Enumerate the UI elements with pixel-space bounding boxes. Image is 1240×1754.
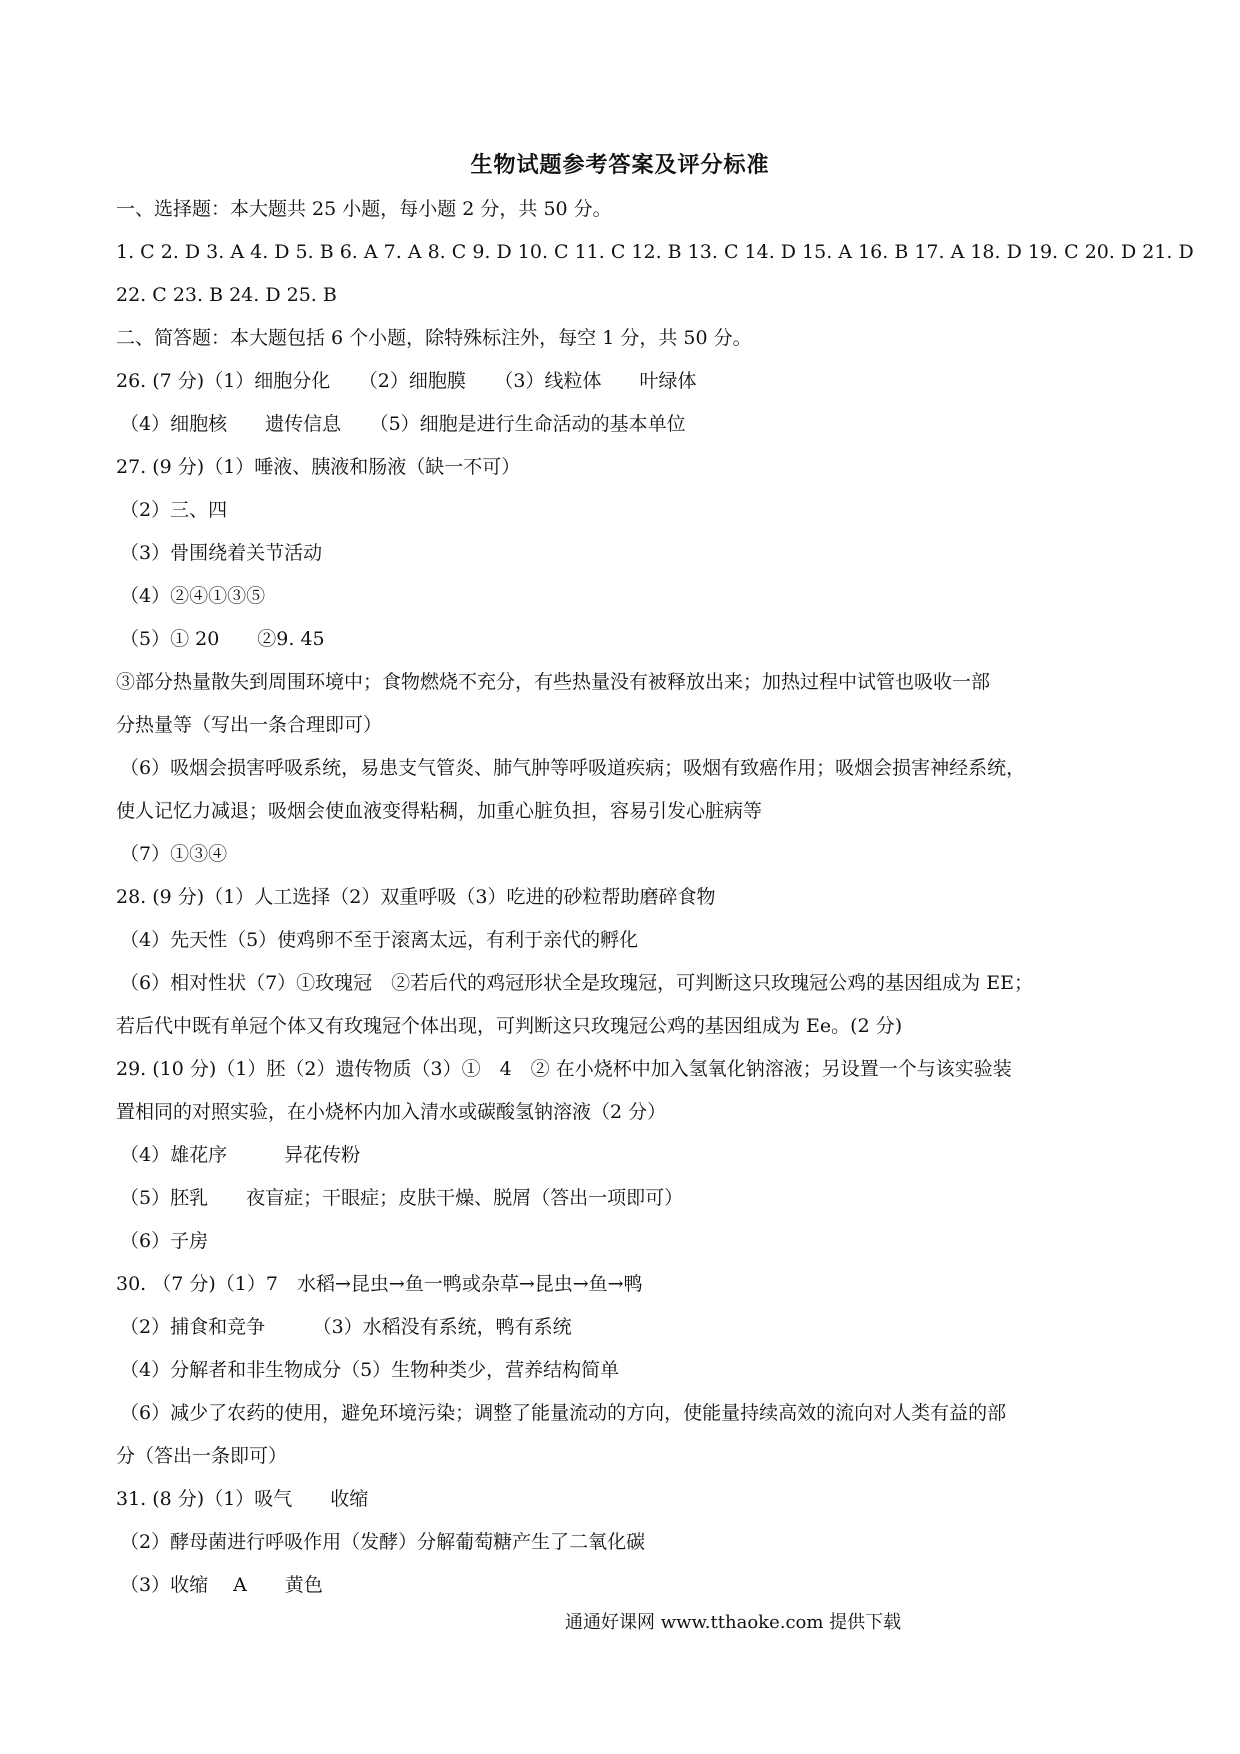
answer-line: （4）雄花序 异花传粉 [120,1144,361,1166]
answer-line: 28. (9 分)（1）人工选择（2）双重呼吸（3）吃进的砂粒帮助磨碎食物 [116,886,716,908]
answer-line: 分热量等（写出一条合理即可） [116,714,383,736]
answer-line: 使人记忆力减退；吸烟会使血液变得粘稠，加重心脏负担，容易引发心脏病等 [116,800,763,822]
answer-line: （5）胚乳 夜盲症；干眼症；皮肤干燥、脱屑（答出一项即可） [120,1187,684,1209]
answer-line: （6）子房 [120,1230,209,1252]
answer-line: 若后代中既有单冠个体又有玫瑰冠个体出现，可判断这只玫瑰冠公鸡的基因组成为 Ee。(2 分) [116,1015,903,1037]
answer-line: （3）骨围绕着关节活动 [120,542,323,564]
answer-line: 30. （7 分)（1）7 水稻→昆虫→鱼一鸭或杂草→昆虫→鱼→鸭 [116,1273,643,1295]
document-body [116,188,1194,1607]
answer-line: （4）细胞核 遗传信息 （5）细胞是进行生命活动的基本单位 [120,413,686,435]
answer-line: 22. C 23. B 24. D 25. B [116,284,337,306]
answer-line: （4）分解者和非生物成分（5）生物种类少，营养结构简单 [120,1359,620,1381]
answer-line: （2）捕食和竞争 （3）水稻没有系统，鸭有系统 [120,1316,572,1338]
answer-line: （7）①③④ [120,843,228,865]
answer-line: （4）先天性（5）使鸡卵不至于滚离太远，有利于亲代的孵化 [120,929,639,951]
section-heading-short-answer: 二、简答题：本大题包括 6 个小题，除特殊标注外，每空 1 分，共 50 分。 [116,327,752,349]
footer-download-note: 通通好课网 www.tthaoke.com 提供下载 [565,1612,902,1633]
answer-line: ③部分热量散失到周围环境中；食物燃烧不充分，有些热量没有被释放出来；加热过程中试管也吸收一部 [116,671,991,693]
answer-line: 26. (7 分)（1）细胞分化 （2）细胞膜 （3）线粒体 叶绿体 [116,370,697,392]
answer-line: （6）吸烟会损害呼吸系统，易患支气管炎、肺气肿等呼吸道疾病；吸烟有致癌作用；吸烟会损害神经系统， [120,757,1026,779]
answer-line: （6）相对性状（7）①玫瑰冠 ②若后代的鸡冠形状全是玫瑰冠，可判断这只玫瑰冠公鸡的基因组成为 EE； [120,972,1033,994]
answer-line: （5）① 20 ②9. 45 [120,628,325,650]
answer-line: （4）②④①③⑤ [120,585,266,607]
section-heading-choice: 一、选择题：本大题共 25 小题，每小题 2 分，共 50 分。 [116,198,612,220]
answer-line: 置相同的对照实验，在小烧杯内加入清水或碳酸氢钠溶液（2 分） [116,1101,667,1123]
answer-line: 分（答出一条即可） [116,1445,288,1467]
answer-line: （6）减少了农药的使用，避免环境污染；调整了能量流动的方向，使能量持续高效的流向对人类有益的部 [120,1402,1007,1424]
answer-line: 31. (8 分)（1）吸气 收缩 [116,1488,369,1510]
answer-line: （3）收缩 A 黄色 [120,1574,323,1596]
answer-line: 27. (9 分)（1）唾液、胰液和肠液（缺一不可） [116,456,521,478]
answer-line: 29. (10 分)（1）胚（2）遗传物质（3）① 4 ② 在小烧杯中加入氢氧化钠溶液；另设置一个与该实验装 [116,1058,1012,1080]
answer-line: 1. C 2. D 3. A 4. D 5. B 6. A 7. A 8. C 9. D 10. C 11. C 12. B 13. C 14. D 15. A 16. B 17. A 18. D 19. C 20. D 21. D [116,241,1194,263]
answer-line: （2）酵母菌进行呼吸作用（发酵）分解葡萄糖产生了二氧化碳 [120,1531,646,1553]
document-title: 生物试题参考答案及评分标准 [470,152,770,178]
answer-line: （2）三、四 [120,499,228,521]
